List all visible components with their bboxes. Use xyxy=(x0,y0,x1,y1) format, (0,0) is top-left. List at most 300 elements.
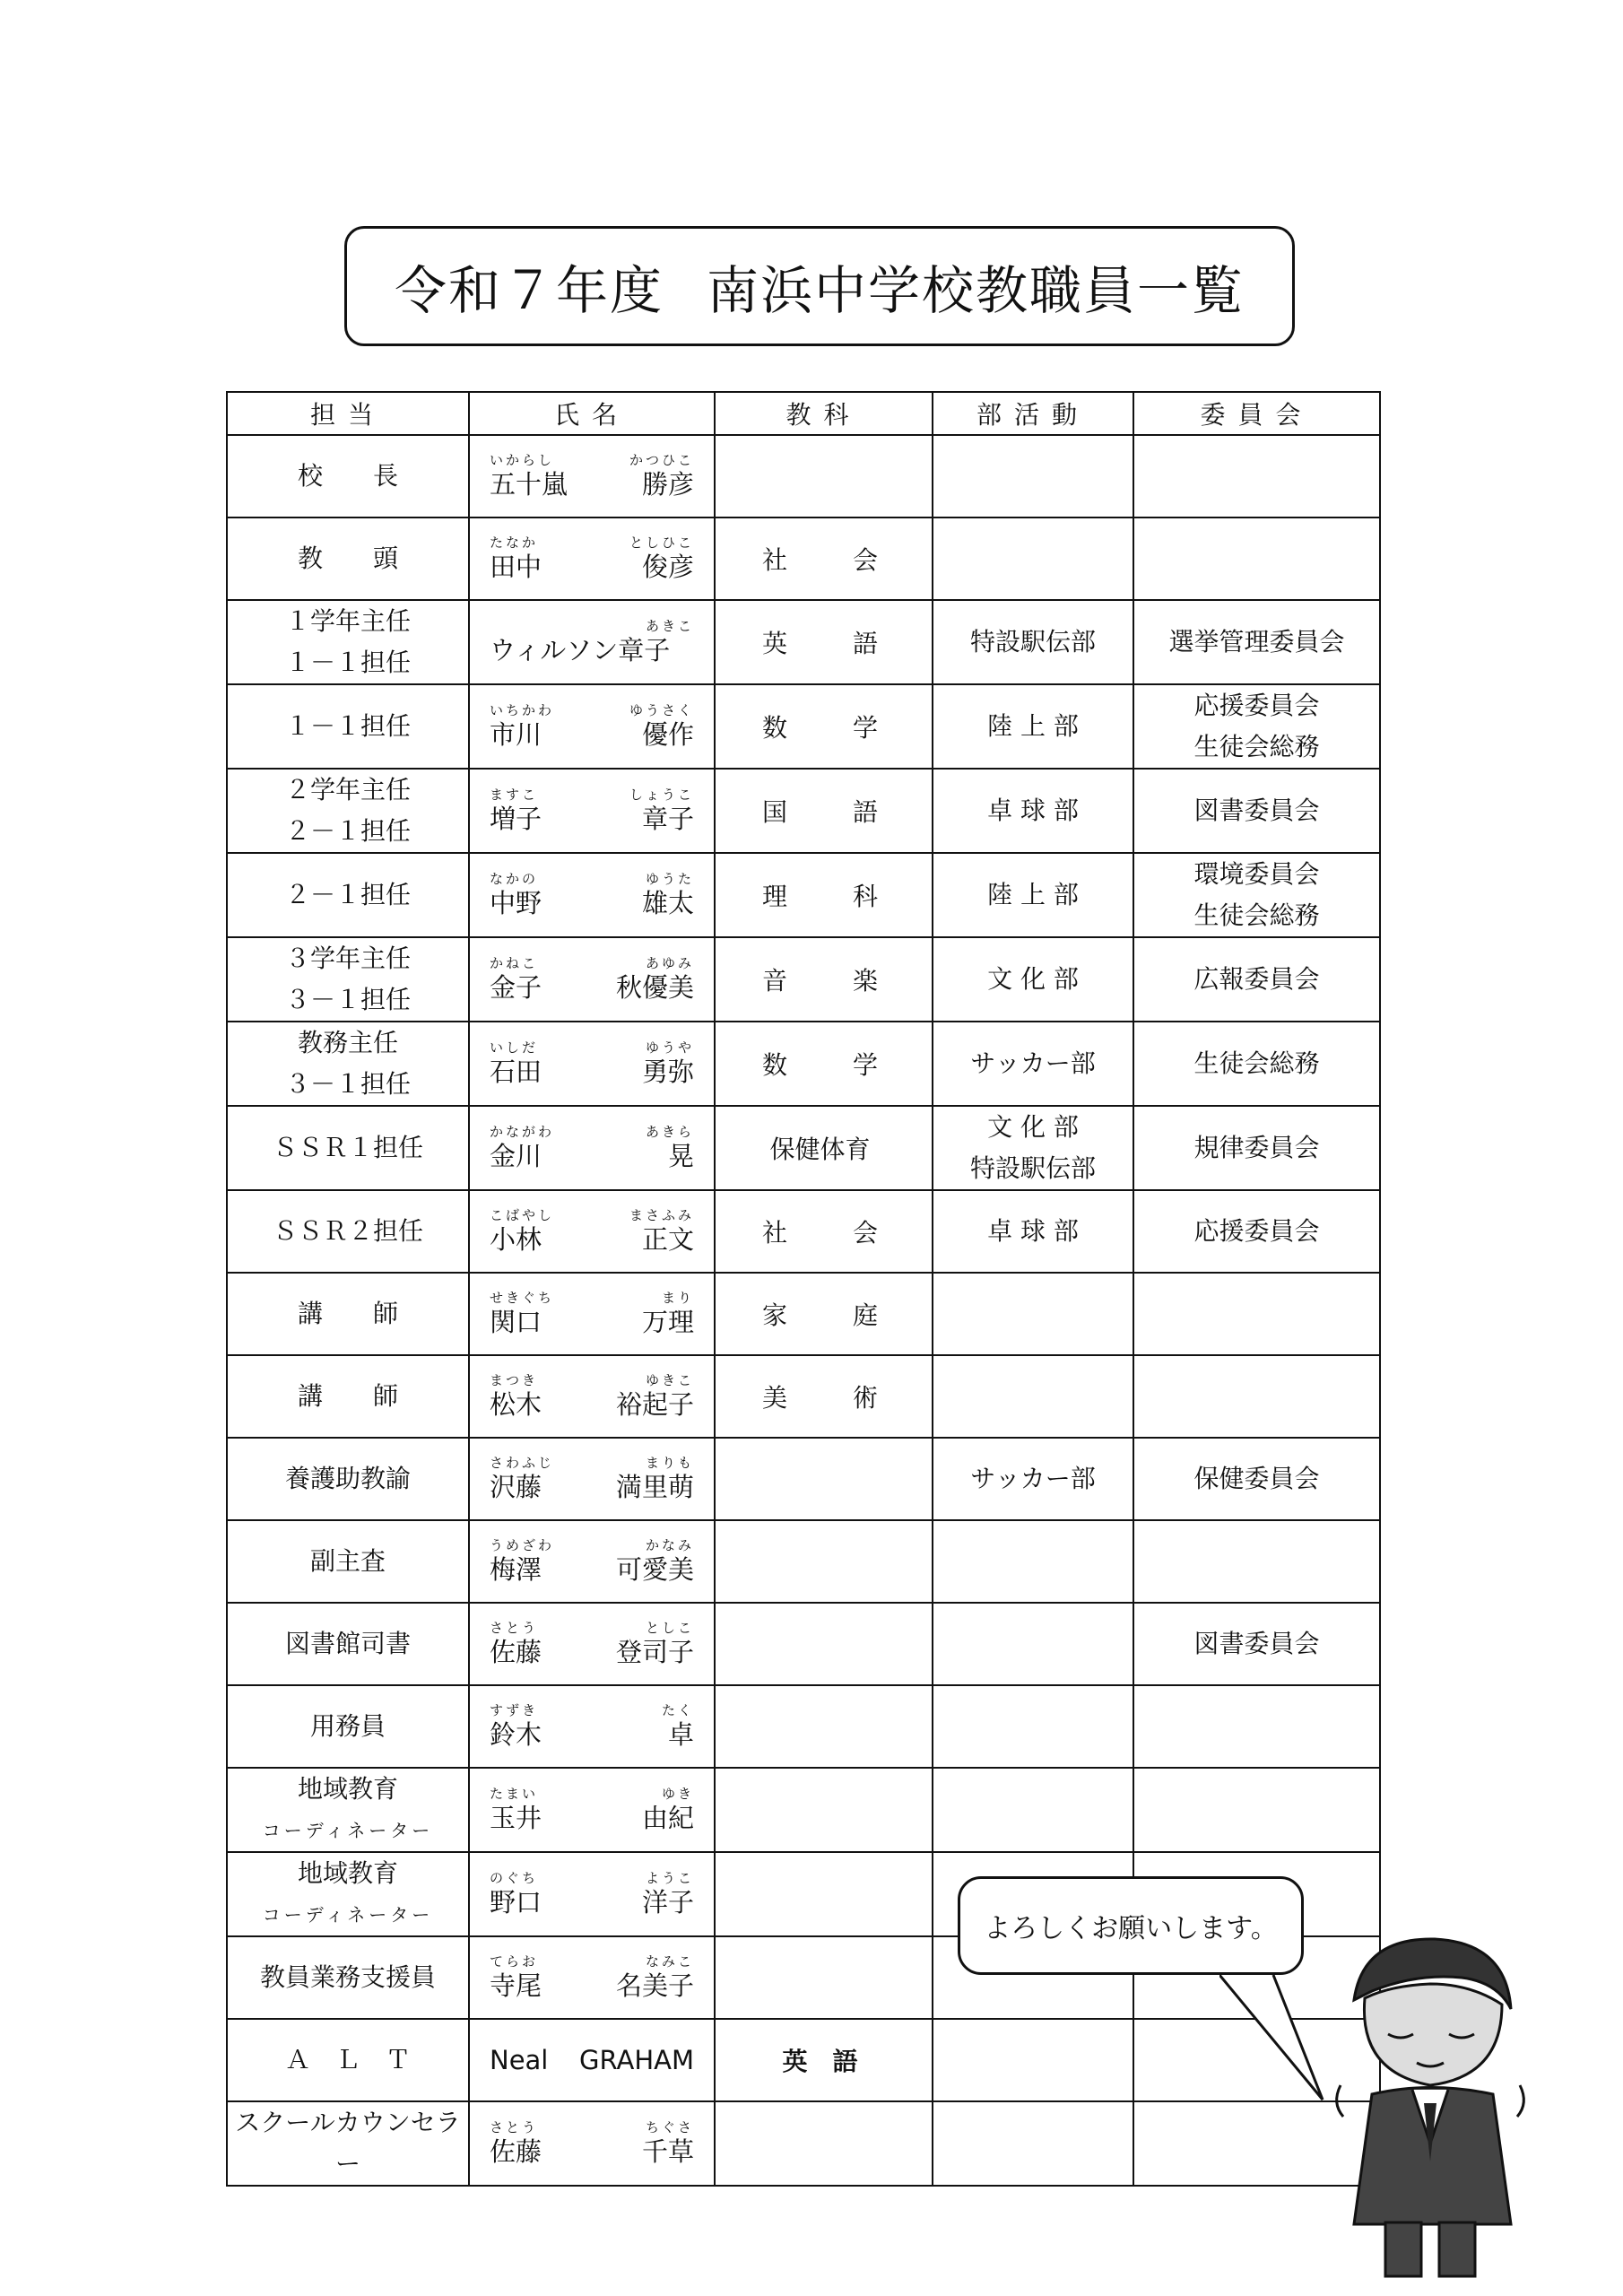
club-cell xyxy=(933,1022,1133,1106)
name-line xyxy=(490,1223,694,1256)
furigana: たまい xyxy=(490,1786,539,1802)
name-part: 田中 xyxy=(490,552,542,582)
role-cell xyxy=(227,2101,469,2186)
ruby-line xyxy=(490,2119,694,2135)
name-part: 勝彦 xyxy=(641,469,694,500)
furigana: さとう xyxy=(490,2119,539,2135)
club-text: 文 化 部 xyxy=(987,964,1079,994)
role-text: ３学年主任 xyxy=(284,944,411,973)
furigana: あきこ xyxy=(645,618,694,634)
name-line xyxy=(490,1802,694,1834)
furigana: ようこ xyxy=(645,1870,694,1886)
furigana: うめざわ xyxy=(490,1537,555,1553)
bubble-tail xyxy=(1219,1970,1327,2104)
ruby-line xyxy=(490,871,694,887)
club-text: サッカー部 xyxy=(970,1464,1096,1493)
name-line xyxy=(490,1718,694,1751)
name-part: 正文 xyxy=(641,1224,694,1255)
name-part: 晃 xyxy=(667,1141,694,1171)
role-text: 養護助教諭 xyxy=(284,1464,411,1493)
table-row xyxy=(227,1022,1380,1106)
name-part: 玉井 xyxy=(490,1803,542,1833)
name-line xyxy=(490,1886,694,1918)
name-line xyxy=(490,971,694,1004)
page-title xyxy=(344,226,1295,346)
name-line xyxy=(490,2135,694,2168)
subject-cell xyxy=(715,1273,933,1355)
name-part: 勇弥 xyxy=(641,1057,694,1087)
name-line xyxy=(490,634,694,666)
ruby-line xyxy=(490,702,694,718)
club-cell xyxy=(933,1355,1133,1438)
name-part: 秋優美 xyxy=(615,972,694,1003)
ruby-line xyxy=(490,1786,694,1802)
committee-text: 選挙管理委員会 xyxy=(1168,627,1345,657)
header-name: 氏名 xyxy=(469,392,715,435)
subject-cell xyxy=(715,937,933,1022)
club-cell xyxy=(933,600,1133,684)
role-text: 地域教育 xyxy=(297,1774,398,1804)
table-row xyxy=(227,853,1380,937)
furigana: たく xyxy=(661,1702,694,1718)
club-cell xyxy=(933,2101,1133,2186)
name-part: 増子 xyxy=(490,804,542,834)
committee-text: 規律委員会 xyxy=(1193,1133,1320,1162)
subject-text: 数 学 xyxy=(762,713,878,743)
table-row xyxy=(227,1520,1380,1603)
role-text: Ａ Ｌ Ｔ xyxy=(284,2045,411,2074)
role-text: ３－１担任 xyxy=(284,1069,411,1099)
furigana: なかの xyxy=(490,871,539,887)
name-line xyxy=(490,803,694,835)
name-part: 佐藤 xyxy=(490,1637,542,1667)
table-row xyxy=(227,2019,1380,2101)
ruby-line xyxy=(490,1953,694,1970)
name-cell xyxy=(469,1438,715,1520)
furigana: のぐち xyxy=(490,1870,539,1886)
name-part: 関口 xyxy=(490,1307,542,1337)
subject-cell xyxy=(715,2101,933,2186)
committee-cell xyxy=(1133,937,1380,1022)
title-school: 南浜中学校教職員一覧 xyxy=(707,260,1245,321)
subject-cell xyxy=(715,1520,933,1603)
name-cell xyxy=(469,1022,715,1106)
name-cell xyxy=(469,1106,715,1190)
role-cell xyxy=(227,1685,469,1768)
name-part: 野口 xyxy=(490,1887,542,1918)
role-text: 講 師 xyxy=(297,1299,398,1328)
table-row xyxy=(227,1603,1380,1685)
name-cell xyxy=(469,1190,715,1273)
ruby-line xyxy=(490,1702,694,1718)
role-text: 講 師 xyxy=(297,1381,398,1411)
name-part: 洋子 xyxy=(641,1887,694,1918)
name-line xyxy=(490,468,694,500)
name-part: 寺尾 xyxy=(490,1970,542,2001)
name-part: 俊彦 xyxy=(641,552,694,582)
subject-cell xyxy=(715,1685,933,1768)
role-cell xyxy=(227,853,469,937)
name-cell xyxy=(469,2101,715,2186)
name-line xyxy=(490,2044,694,2076)
committee-text: 保健委員会 xyxy=(1193,1464,1320,1493)
ruby-line xyxy=(490,787,694,803)
role-cell xyxy=(227,1438,469,1520)
committee-cell xyxy=(1133,1685,1380,1768)
club-cell xyxy=(933,937,1133,1022)
ruby-line xyxy=(490,1870,694,1886)
committee-cell xyxy=(1133,853,1380,937)
ruby-line xyxy=(490,1620,694,1636)
subject-text: 社 会 xyxy=(762,1218,878,1248)
table-row xyxy=(227,769,1380,853)
committee-text: 図書委員会 xyxy=(1193,796,1320,825)
subject-text: 保健体育 xyxy=(769,1135,871,1164)
furigana: てらお xyxy=(490,1953,539,1970)
furigana: かながわ xyxy=(490,1124,555,1140)
header-role: 担当 xyxy=(227,392,469,435)
club-text: 特設駅伝部 xyxy=(969,1153,1096,1183)
club-cell xyxy=(933,435,1133,517)
club-cell xyxy=(933,1768,1133,1852)
furigana: しょうこ xyxy=(629,787,694,803)
role-cell xyxy=(227,1520,469,1603)
role-text: ２－１担任 xyxy=(284,880,411,909)
furigana: いちかわ xyxy=(490,702,555,718)
name-part: 可愛美 xyxy=(615,1554,694,1585)
furigana: あゆみ xyxy=(645,955,694,971)
speech-bubble xyxy=(958,1876,1304,1975)
role-cell xyxy=(227,1768,469,1852)
committee-cell xyxy=(1133,1022,1380,1106)
committee-text: 応援委員会 xyxy=(1193,1216,1320,1246)
committee-cell xyxy=(1133,435,1380,517)
furigana: としこ xyxy=(645,1620,694,1636)
role-text: 地域教育 xyxy=(297,1858,398,1888)
header-club: 部活動 xyxy=(933,392,1133,435)
name-cell xyxy=(469,937,715,1022)
bowing-man-illustration xyxy=(1318,1928,1542,2287)
furigana: いしだ xyxy=(490,1039,539,1056)
name-cell xyxy=(469,684,715,769)
furigana: かなみ xyxy=(645,1537,694,1553)
furigana: かねこ xyxy=(490,955,539,971)
subject-cell xyxy=(715,1022,933,1106)
club-cell xyxy=(933,769,1133,853)
subject-text: 音 楽 xyxy=(762,966,878,996)
role-text: 図書館司書 xyxy=(284,1629,411,1658)
role-cell xyxy=(227,1936,469,2019)
role-text: 教員業務支援員 xyxy=(259,1962,436,1992)
table-row xyxy=(227,435,1380,517)
committee-cell xyxy=(1133,769,1380,853)
subject-cell xyxy=(715,1603,933,1685)
name-line xyxy=(490,1970,694,2002)
table-row xyxy=(227,1190,1380,1273)
table-row xyxy=(227,1355,1380,1438)
committee-text: 図書委員会 xyxy=(1193,1629,1320,1658)
name-cell xyxy=(469,1273,715,1355)
name-line xyxy=(490,1056,694,1088)
name-line xyxy=(490,1636,694,1668)
ruby-line xyxy=(490,1207,694,1223)
name-part: 裕起子 xyxy=(615,1389,694,1420)
role-cell xyxy=(227,769,469,853)
ruby-line xyxy=(490,1537,694,1553)
subject-cell xyxy=(715,517,933,600)
subject-cell xyxy=(715,1936,933,2019)
name-part: 鈴木 xyxy=(490,1719,542,1750)
table-row xyxy=(227,1273,1380,1355)
committee-cell xyxy=(1133,1438,1380,1520)
furigana: たなか xyxy=(490,535,539,551)
committee-cell xyxy=(1133,517,1380,600)
committee-text: 広報委員会 xyxy=(1193,964,1320,994)
role-text: コーディネーター xyxy=(262,1904,434,1926)
role-cell xyxy=(227,1273,469,1355)
name-line xyxy=(490,887,694,919)
committee-cell xyxy=(1133,1190,1380,1273)
club-text: 卓 球 部 xyxy=(987,1216,1079,1246)
name-part: 小林 xyxy=(490,1224,542,1255)
name-cell xyxy=(469,517,715,600)
role-cell xyxy=(227,517,469,600)
club-text: 陸 上 部 xyxy=(987,880,1079,909)
furigana: ゆうや xyxy=(645,1039,694,1056)
committee-cell xyxy=(1133,600,1380,684)
subject-cell xyxy=(715,769,933,853)
table-header-row xyxy=(227,392,1380,435)
club-text: 陸 上 部 xyxy=(987,711,1079,741)
table-row xyxy=(227,1685,1380,1768)
subject-cell xyxy=(715,1355,933,1438)
subject-text: 国 語 xyxy=(762,797,878,827)
role-cell xyxy=(227,684,469,769)
name-part: Neal xyxy=(490,2045,549,2075)
subject-cell xyxy=(715,1190,933,1273)
name-line xyxy=(490,1553,694,1586)
subject-cell xyxy=(715,1106,933,1190)
subject-cell xyxy=(715,1852,933,1936)
role-cell xyxy=(227,1603,469,1685)
name-part: 梅澤 xyxy=(490,1554,542,1585)
committee-text: 環境委員会 xyxy=(1193,859,1320,889)
subject-text: 英 語 xyxy=(782,2047,858,2076)
role-text: ２学年主任 xyxy=(284,775,411,804)
subject-cell xyxy=(715,435,933,517)
committee-text: 応援委員会 xyxy=(1193,691,1320,720)
furigana: まさふみ xyxy=(629,1207,694,1223)
name-cell xyxy=(469,1603,715,1685)
committee-text: 生徒会総務 xyxy=(1193,732,1320,761)
header-subject: 教科 xyxy=(715,392,933,435)
furigana: ますこ xyxy=(490,787,539,803)
role-text: ＳＳＲ２担任 xyxy=(272,1216,423,1246)
name-part: 登司子 xyxy=(615,1637,694,1667)
table-row xyxy=(227,600,1380,684)
name-line xyxy=(490,1471,694,1503)
name-cell xyxy=(469,1768,715,1852)
furigana: ゆうた xyxy=(645,871,694,887)
name-part: 満里萌 xyxy=(615,1472,694,1502)
name-part: 五十嵐 xyxy=(490,469,568,500)
furigana: ゆき xyxy=(661,1786,694,1802)
bubble-text: よろしくお願いします。 xyxy=(984,1913,1278,1944)
name-line xyxy=(490,1140,694,1172)
role-cell xyxy=(227,1022,469,1106)
club-cell xyxy=(933,1685,1133,1768)
name-part: 佐藤 xyxy=(490,2136,542,2167)
club-cell xyxy=(933,2019,1133,2101)
subject-cell xyxy=(715,853,933,937)
table-row xyxy=(227,684,1380,769)
ruby-line xyxy=(490,1455,694,1471)
role-text: 教務主任 xyxy=(297,1028,398,1057)
furigana: いからし xyxy=(490,452,555,468)
name-part: 松木 xyxy=(490,1389,542,1420)
name-part: 名美子 xyxy=(615,1970,694,2001)
subject-text: 社 会 xyxy=(762,545,878,575)
subject-cell xyxy=(715,2019,933,2101)
furigana: まつき xyxy=(490,1372,539,1388)
name-line xyxy=(490,1306,694,1338)
name-part: 千草 xyxy=(641,2136,694,2167)
name-cell xyxy=(469,600,715,684)
name-cell xyxy=(469,1685,715,1768)
name-part: 石田 xyxy=(490,1057,542,1087)
ruby-line xyxy=(490,535,694,551)
role-text: １学年主任 xyxy=(284,606,411,636)
name-part: 中野 xyxy=(490,888,542,918)
committee-cell xyxy=(1133,1520,1380,1603)
committee-cell xyxy=(1133,1355,1380,1438)
name-line xyxy=(490,1388,694,1421)
committee-cell xyxy=(1133,684,1380,769)
committee-cell xyxy=(1133,1106,1380,1190)
name-cell xyxy=(469,853,715,937)
name-cell xyxy=(469,435,715,517)
club-text: サッカー部 xyxy=(970,1048,1096,1078)
name-part: 金子 xyxy=(490,972,542,1003)
name-part: 優作 xyxy=(641,719,694,750)
ruby-line xyxy=(490,1372,694,1388)
furigana: まり xyxy=(661,1290,694,1306)
subject-cell xyxy=(715,600,933,684)
role-text: ＳＳＲ１担任 xyxy=(272,1133,423,1162)
furigana: あきら xyxy=(645,1124,694,1140)
subject-text: 英 語 xyxy=(762,629,878,658)
committee-cell xyxy=(1133,1273,1380,1355)
role-cell xyxy=(227,1190,469,1273)
name-part: 万理 xyxy=(641,1307,694,1337)
subject-text: 理 科 xyxy=(762,882,878,911)
subject-text: 家 庭 xyxy=(762,1300,878,1330)
name-part: 由紀 xyxy=(641,1803,694,1833)
club-cell xyxy=(933,1190,1133,1273)
committee-cell xyxy=(1133,1768,1380,1852)
ruby-line xyxy=(490,618,694,634)
role-cell xyxy=(227,2019,469,2101)
title-year: 令和７年度 xyxy=(394,260,664,321)
furigana: なみこ xyxy=(645,1953,694,1970)
role-cell xyxy=(227,600,469,684)
name-line xyxy=(490,551,694,583)
table-row xyxy=(227,1438,1380,1520)
club-cell xyxy=(933,684,1133,769)
furigana: さわふじ xyxy=(490,1455,555,1471)
club-cell xyxy=(933,1603,1133,1685)
name-part: GRAHAM xyxy=(579,2045,694,2075)
club-cell xyxy=(933,1273,1133,1355)
furigana: こばやし xyxy=(490,1207,555,1223)
name-line xyxy=(490,718,694,751)
furigana: せきぐち xyxy=(490,1290,555,1306)
name-part: 雄太 xyxy=(641,888,694,918)
club-text: 卓 球 部 xyxy=(987,796,1079,825)
club-cell xyxy=(933,517,1133,600)
role-text: 用務員 xyxy=(309,1711,386,1741)
name-cell xyxy=(469,769,715,853)
subject-cell xyxy=(715,1768,933,1852)
table-row xyxy=(227,1768,1380,1852)
furigana: さとう xyxy=(490,1620,539,1636)
role-text: １－１担任 xyxy=(284,711,411,741)
subject-cell xyxy=(715,1438,933,1520)
subject-cell xyxy=(715,684,933,769)
furigana: かつひこ xyxy=(629,452,694,468)
role-cell xyxy=(227,1355,469,1438)
club-text: 文 化 部 xyxy=(987,1112,1079,1142)
committee-text: 生徒会総務 xyxy=(1193,900,1320,930)
name-cell xyxy=(469,2019,715,2101)
name-cell xyxy=(469,1852,715,1936)
role-cell xyxy=(227,435,469,517)
header-committee: 委員会 xyxy=(1133,392,1380,435)
ruby-line xyxy=(490,452,694,468)
role-text: コーディネーター xyxy=(262,1820,434,1841)
role-text: ３－１担任 xyxy=(284,985,411,1014)
ruby-line xyxy=(490,1124,694,1140)
name-part: 沢藤 xyxy=(490,1472,542,1502)
role-text: 校 長 xyxy=(297,461,398,491)
club-cell xyxy=(933,1106,1133,1190)
furigana: まりも xyxy=(645,1455,694,1471)
name-cell xyxy=(469,1936,715,2019)
role-cell xyxy=(227,1106,469,1190)
role-text: スクールカウンセラー xyxy=(235,2108,461,2179)
subject-text: 美 術 xyxy=(762,1383,878,1413)
name-part: 市川 xyxy=(490,719,542,750)
role-cell xyxy=(227,937,469,1022)
table-row xyxy=(227,517,1380,600)
club-cell xyxy=(933,1438,1133,1520)
role-text: 教 頭 xyxy=(297,544,398,573)
furigana: ゆきこ xyxy=(645,1372,694,1388)
table-row xyxy=(227,1106,1380,1190)
name-part: 卓 xyxy=(667,1719,694,1750)
role-text: 副主査 xyxy=(309,1546,386,1576)
role-cell xyxy=(227,1852,469,1936)
committee-text: 生徒会総務 xyxy=(1193,1048,1320,1078)
club-text: 特設駅伝部 xyxy=(969,627,1096,657)
subject-text: 数 学 xyxy=(762,1050,878,1080)
furigana: すずき xyxy=(490,1702,539,1718)
ruby-line xyxy=(490,1039,694,1056)
committee-cell xyxy=(1133,1603,1380,1685)
role-text: ２－１担任 xyxy=(284,816,411,846)
name-part: ウィルソン章子 xyxy=(490,635,671,665)
club-cell xyxy=(933,853,1133,937)
